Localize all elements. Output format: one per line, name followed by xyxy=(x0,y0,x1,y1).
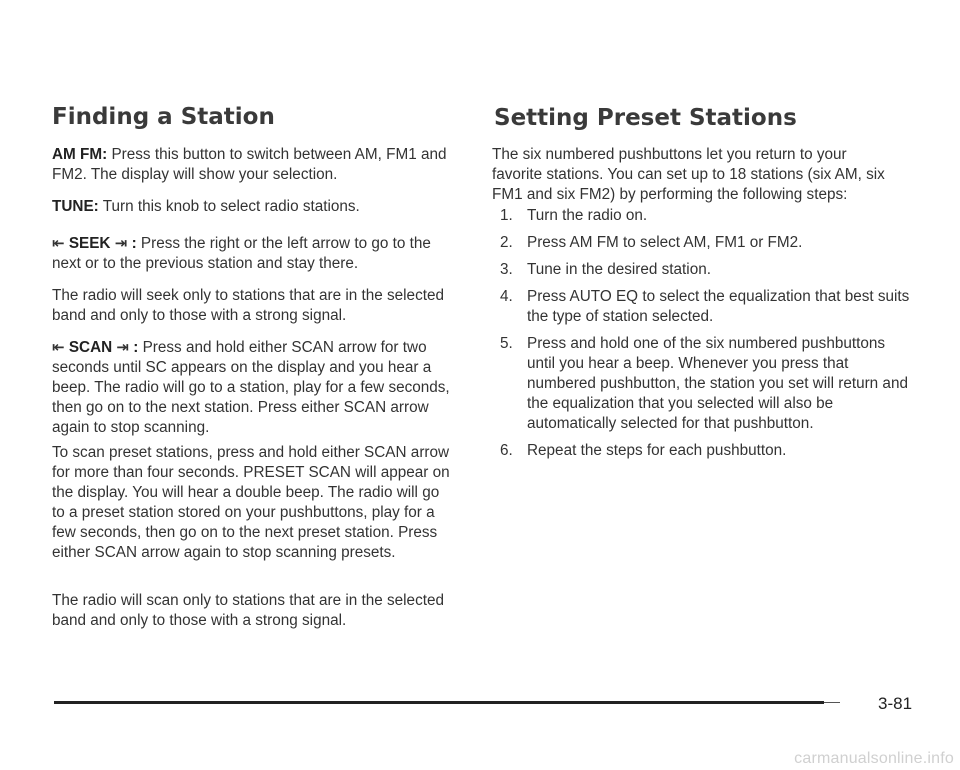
step-number: 4. xyxy=(500,288,513,305)
scan-left-arrow-icon: ⇤ xyxy=(52,339,65,356)
am-fm-paragraph xyxy=(52,145,460,185)
step-text: Repeat the steps for each pushbutton. xyxy=(527,442,787,459)
page-number: 3-81 xyxy=(878,694,913,713)
scan-note-paragraph: The radio will scan only to stations that are in the selected band and only to those with a strong signal. xyxy=(52,592,444,629)
step-number: 2. xyxy=(500,234,513,251)
finding-a-station-heading: Finding a Station xyxy=(52,104,275,130)
footer-rule-tail xyxy=(824,702,840,703)
seek-colon: : xyxy=(131,235,137,252)
preset-steps-list xyxy=(500,206,912,468)
step-text: Turn the radio on. xyxy=(527,207,648,224)
am-fm-text: Press this button to switch between AM, FM1 and FM2. The display will show your selection. xyxy=(52,146,447,183)
seek-label: SEEK xyxy=(68,235,111,252)
preset-scan-paragraph: To scan preset stations, press and hold either SCAN arrow for more than four seconds. PRESET SCAN will appear on the display. You will hear a double beep. The radio will go to a preset station stored on your pushbuttons, play for a few seconds, then go on to the next preset station. Press either SCAN arrow again to stop scanning presets. xyxy=(52,444,450,561)
step-text: Press AUTO EQ to select the equalization that best suits the type of station selected. xyxy=(527,288,910,325)
list-item xyxy=(500,334,912,434)
list-item xyxy=(500,441,912,461)
step-number: 5. xyxy=(500,335,513,352)
seek-left-arrow-icon: ⇤ xyxy=(52,235,65,252)
step-number: 1. xyxy=(500,207,513,224)
tune-label: TUNE: xyxy=(52,198,99,215)
step-number: 3. xyxy=(500,261,513,278)
am-fm-label: AM FM: xyxy=(52,146,108,163)
scan-right-arrow-icon: ⇥ xyxy=(116,339,129,356)
list-item xyxy=(500,287,912,327)
scan-text: Press and hold either SCAN arrow for two seconds until SC appears on the display and you hear a beep. The radio will go to a station, play for a few seconds, then go on to the next station. Press either SCAN arrow again to stop scanning. xyxy=(52,339,450,436)
tune-text: Turn this knob to select radio stations. xyxy=(102,198,360,215)
list-item xyxy=(500,206,912,226)
scan-colon: : xyxy=(133,339,139,356)
list-item xyxy=(500,233,912,253)
scan-label: SCAN xyxy=(68,339,113,356)
scan-paragraph xyxy=(52,338,460,438)
footer-rule xyxy=(54,701,824,704)
setting-preset-stations-heading: Setting Preset Stations xyxy=(494,105,797,131)
tune-paragraph xyxy=(52,197,460,217)
step-number: 6. xyxy=(500,442,513,459)
step-text: Tune in the desired station. xyxy=(527,261,711,278)
step-text: Press and hold one of the six numbered pushbuttons until you hear a beep. Whenever you press that numbered pushbutton, the station you set will return and the equalization that you selected will also be automatically selected for that pushbutton. xyxy=(527,335,908,432)
watermark: carmanualsonline.info xyxy=(794,750,954,767)
seek-right-arrow-icon: ⇥ xyxy=(114,235,128,252)
list-item xyxy=(500,260,912,280)
step-text: Press AM FM to select AM, FM1 or FM2. xyxy=(527,234,803,251)
seek-paragraph xyxy=(52,234,460,274)
preset-intro-paragraph: The six numbered pushbuttons let you return to your favorite stations. You can set up to 18 stations (six AM, six FM1 and six FM2) by performing the following steps: xyxy=(492,146,885,203)
seek-text: Press the right or the left arrow to go to the next or to the previous station and stay there. xyxy=(52,235,431,272)
seek-note-paragraph: The radio will seek only to stations that are in the selected band and only to those with a strong signal. xyxy=(52,287,444,324)
